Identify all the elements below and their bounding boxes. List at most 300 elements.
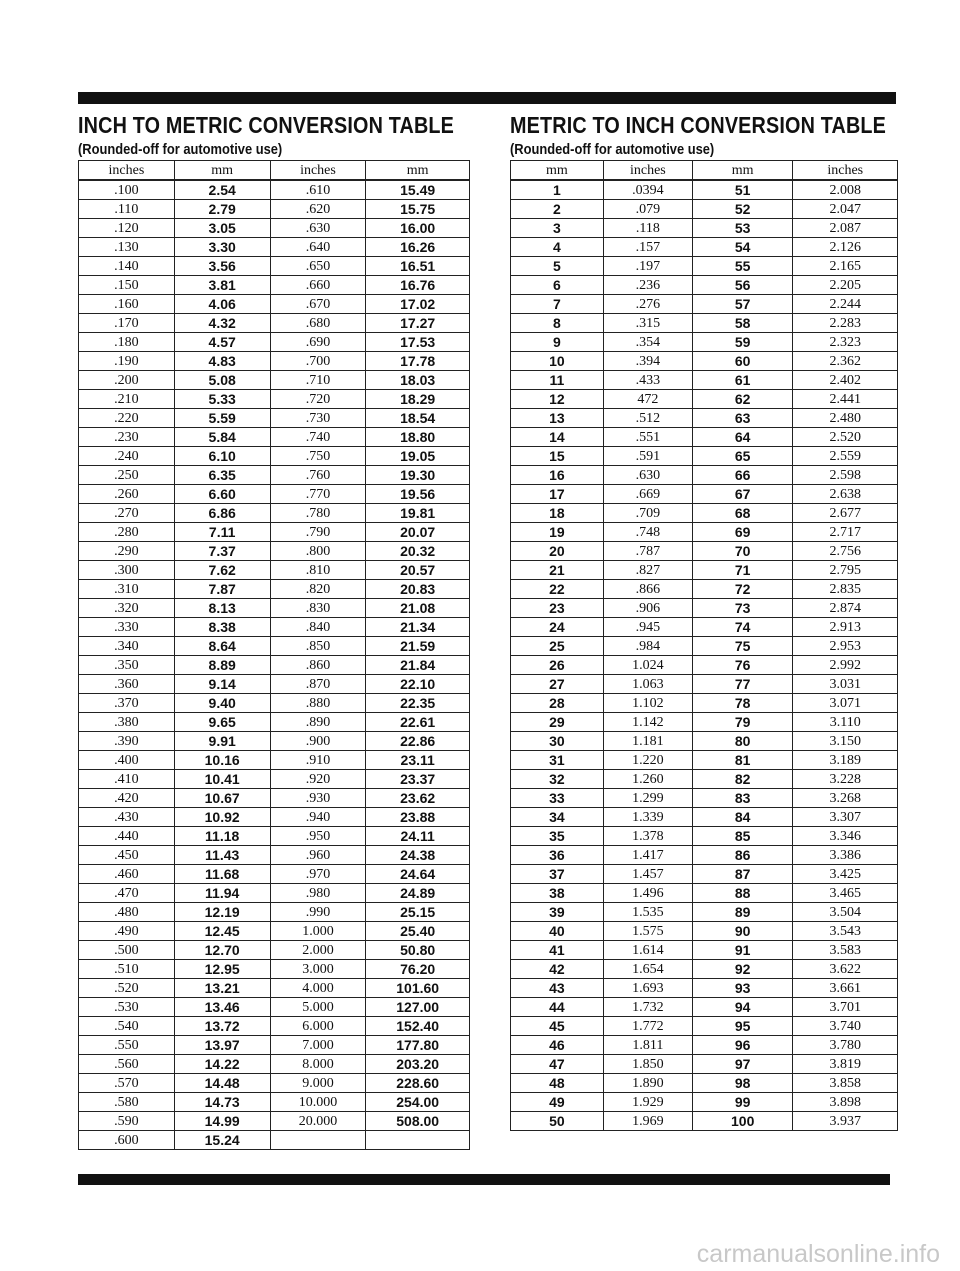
table-cell: .130 bbox=[79, 238, 175, 257]
table-row bbox=[511, 1074, 898, 1093]
table-cell: .276 bbox=[603, 295, 692, 314]
table-cell: 2.244 bbox=[793, 295, 898, 314]
table-cell: 73 bbox=[692, 599, 793, 618]
table-cell: 2.402 bbox=[793, 371, 898, 390]
table-cell: .880 bbox=[270, 694, 366, 713]
table-cell: 21.34 bbox=[366, 618, 470, 637]
table-cell: 6.10 bbox=[174, 447, 270, 466]
table-cell: 8.38 bbox=[174, 618, 270, 637]
table-cell: 18.03 bbox=[366, 371, 470, 390]
table-cell: 1.535 bbox=[603, 903, 692, 922]
table-cell: 59 bbox=[692, 333, 793, 352]
table-cell: .270 bbox=[79, 504, 175, 523]
table-cell: 44 bbox=[511, 998, 604, 1017]
table-cell: 5.08 bbox=[174, 371, 270, 390]
table-cell: 508.00 bbox=[366, 1112, 470, 1131]
table-cell: 3.780 bbox=[793, 1036, 898, 1055]
table-cell: 20 bbox=[511, 542, 604, 561]
table-cell: 3.622 bbox=[793, 960, 898, 979]
table-cell: 20.57 bbox=[366, 561, 470, 580]
table-cell: 12 bbox=[511, 390, 604, 409]
table-cell: 7.11 bbox=[174, 523, 270, 542]
table-cell: .740 bbox=[270, 428, 366, 447]
table-row bbox=[511, 561, 898, 580]
table-cell: 3.307 bbox=[793, 808, 898, 827]
table-row bbox=[79, 694, 470, 713]
table-row bbox=[79, 979, 470, 998]
table-cell: 12.19 bbox=[174, 903, 270, 922]
table-cell: .230 bbox=[79, 428, 175, 447]
table-cell: .433 bbox=[603, 371, 692, 390]
table-row bbox=[79, 523, 470, 542]
table-cell: .510 bbox=[79, 960, 175, 979]
table-cell: 24 bbox=[511, 618, 604, 637]
table-cell: 17.78 bbox=[366, 352, 470, 371]
table-cell: .900 bbox=[270, 732, 366, 751]
table-cell: 7 bbox=[511, 295, 604, 314]
table-row bbox=[79, 295, 470, 314]
table-cell: 85 bbox=[692, 827, 793, 846]
table-cell: 3.000 bbox=[270, 960, 366, 979]
table-cell: 67 bbox=[692, 485, 793, 504]
table-cell: .787 bbox=[603, 542, 692, 561]
table-row bbox=[511, 238, 898, 257]
table-cell: 254.00 bbox=[366, 1093, 470, 1112]
table-cell: 66 bbox=[692, 466, 793, 485]
table-cell: 3.504 bbox=[793, 903, 898, 922]
table-row bbox=[79, 808, 470, 827]
table-cell: 20.83 bbox=[366, 580, 470, 599]
table-cell: 77 bbox=[692, 675, 793, 694]
table-cell: 1.000 bbox=[270, 922, 366, 941]
table-row bbox=[79, 1131, 470, 1150]
table-cell: 33 bbox=[511, 789, 604, 808]
table-cell: .410 bbox=[79, 770, 175, 789]
table-cell: 4 bbox=[511, 238, 604, 257]
table-row bbox=[511, 295, 898, 314]
table-cell: 75 bbox=[692, 637, 793, 656]
table-cell: .420 bbox=[79, 789, 175, 808]
table-cell: .520 bbox=[79, 979, 175, 998]
table-cell: 1 bbox=[511, 180, 604, 200]
table-cell: .530 bbox=[79, 998, 175, 1017]
table-cell: .197 bbox=[603, 257, 692, 276]
table-cell: .200 bbox=[79, 371, 175, 390]
table-cell: 2.165 bbox=[793, 257, 898, 276]
table-cell: .850 bbox=[270, 637, 366, 656]
table-cell: 78 bbox=[692, 694, 793, 713]
table-cell: 3.228 bbox=[793, 770, 898, 789]
table-cell: 48 bbox=[511, 1074, 604, 1093]
table-cell: 2.362 bbox=[793, 352, 898, 371]
table-cell: 69 bbox=[692, 523, 793, 542]
table-cell: 10.16 bbox=[174, 751, 270, 770]
table-cell: 17.27 bbox=[366, 314, 470, 333]
table-cell: 17 bbox=[511, 485, 604, 504]
table-cell: 472 bbox=[603, 390, 692, 409]
table-cell: 152.40 bbox=[366, 1017, 470, 1036]
table-cell: 15.49 bbox=[366, 180, 470, 200]
table-row bbox=[511, 352, 898, 371]
table-row bbox=[79, 846, 470, 865]
table-cell: 2.598 bbox=[793, 466, 898, 485]
table-cell: 64 bbox=[692, 428, 793, 447]
table-cell: 2.835 bbox=[793, 580, 898, 599]
column-header: inches bbox=[79, 161, 175, 181]
table-row bbox=[79, 314, 470, 333]
table-cell: .945 bbox=[603, 618, 692, 637]
table-cell: 4.83 bbox=[174, 352, 270, 371]
table-cell: .236 bbox=[603, 276, 692, 295]
table-cell: 2.323 bbox=[793, 333, 898, 352]
table-cell: .210 bbox=[79, 390, 175, 409]
table-row bbox=[79, 257, 470, 276]
table-cell: 81 bbox=[692, 751, 793, 770]
table-cell: 3 bbox=[511, 219, 604, 238]
table-cell: 35 bbox=[511, 827, 604, 846]
table-row bbox=[511, 884, 898, 903]
table-cell: 51 bbox=[692, 180, 793, 200]
table-row bbox=[79, 1112, 470, 1131]
table-cell: 18.80 bbox=[366, 428, 470, 447]
table-cell: 9.40 bbox=[174, 694, 270, 713]
table-cell: .315 bbox=[603, 314, 692, 333]
table-cell: .190 bbox=[79, 352, 175, 371]
table-cell: 13.21 bbox=[174, 979, 270, 998]
table-cell: .591 bbox=[603, 447, 692, 466]
table-cell: .810 bbox=[270, 561, 366, 580]
table-cell: .079 bbox=[603, 200, 692, 219]
table-cell: .240 bbox=[79, 447, 175, 466]
table-cell: 20.000 bbox=[270, 1112, 366, 1131]
table-cell: 22 bbox=[511, 580, 604, 599]
table-row bbox=[511, 713, 898, 732]
table-cell: .490 bbox=[79, 922, 175, 941]
table-cell: 24.89 bbox=[366, 884, 470, 903]
table-row bbox=[511, 542, 898, 561]
table-cell: 83 bbox=[692, 789, 793, 808]
table-cell: .380 bbox=[79, 713, 175, 732]
table-cell: .906 bbox=[603, 599, 692, 618]
table-cell: 3.819 bbox=[793, 1055, 898, 1074]
table-cell: .950 bbox=[270, 827, 366, 846]
table-cell: 3.543 bbox=[793, 922, 898, 941]
table-cell: 14.73 bbox=[174, 1093, 270, 1112]
table-cell: .910 bbox=[270, 751, 366, 770]
table-cell: 5.84 bbox=[174, 428, 270, 447]
table-row bbox=[511, 580, 898, 599]
table-cell: 11 bbox=[511, 371, 604, 390]
table-cell: 87 bbox=[692, 865, 793, 884]
table-cell: 1.220 bbox=[603, 751, 692, 770]
table-cell: .512 bbox=[603, 409, 692, 428]
table-cell: 3.071 bbox=[793, 694, 898, 713]
table-cell: 8 bbox=[511, 314, 604, 333]
table-row bbox=[79, 922, 470, 941]
table-cell: 2.874 bbox=[793, 599, 898, 618]
table-cell: 5 bbox=[511, 257, 604, 276]
table-cell bbox=[366, 1131, 470, 1150]
table-cell: 2.047 bbox=[793, 200, 898, 219]
table-cell: 1.417 bbox=[603, 846, 692, 865]
table-row bbox=[511, 1055, 898, 1074]
table-cell: 1.969 bbox=[603, 1112, 692, 1131]
table-cell: 17.53 bbox=[366, 333, 470, 352]
table-cell: .550 bbox=[79, 1036, 175, 1055]
table-cell: 7.000 bbox=[270, 1036, 366, 1055]
table-cell: .590 bbox=[79, 1112, 175, 1131]
table-row bbox=[79, 827, 470, 846]
table-row bbox=[79, 1017, 470, 1036]
table-row bbox=[511, 618, 898, 637]
table-row bbox=[79, 713, 470, 732]
table-cell: 127.00 bbox=[366, 998, 470, 1017]
table-cell: 2.000 bbox=[270, 941, 366, 960]
table-cell: .560 bbox=[79, 1055, 175, 1074]
table-row bbox=[79, 618, 470, 637]
column-header: inches bbox=[270, 161, 366, 181]
table-cell: 1.693 bbox=[603, 979, 692, 998]
table-cell: 76 bbox=[692, 656, 793, 675]
table-cell: 2.087 bbox=[793, 219, 898, 238]
table-cell: 1.772 bbox=[603, 1017, 692, 1036]
table-cell: 21.59 bbox=[366, 637, 470, 656]
table-cell: .600 bbox=[79, 1131, 175, 1150]
table-row bbox=[79, 238, 470, 257]
table-row bbox=[511, 903, 898, 922]
table-cell: .940 bbox=[270, 808, 366, 827]
table-cell: .920 bbox=[270, 770, 366, 789]
table-cell bbox=[270, 1131, 366, 1150]
table-row bbox=[79, 409, 470, 428]
table-cell: .580 bbox=[79, 1093, 175, 1112]
table-cell: .157 bbox=[603, 238, 692, 257]
table-cell: .480 bbox=[79, 903, 175, 922]
table-cell: 3.05 bbox=[174, 219, 270, 238]
table-cell: 3.898 bbox=[793, 1093, 898, 1112]
table-cell: 1.811 bbox=[603, 1036, 692, 1055]
table-cell: 50.80 bbox=[366, 941, 470, 960]
table-cell: 24.11 bbox=[366, 827, 470, 846]
table-cell: 6.86 bbox=[174, 504, 270, 523]
table-cell: 10 bbox=[511, 352, 604, 371]
table-cell: 6.35 bbox=[174, 466, 270, 485]
table-cell: 14.99 bbox=[174, 1112, 270, 1131]
table-cell: 7.62 bbox=[174, 561, 270, 580]
table-row bbox=[79, 390, 470, 409]
table-cell: 3.81 bbox=[174, 276, 270, 295]
table-cell: 57 bbox=[692, 295, 793, 314]
table-cell: 88 bbox=[692, 884, 793, 903]
table-cell: 101.60 bbox=[366, 979, 470, 998]
metric-to-inch-subtitle: (Rounded-off for automotive use) bbox=[510, 141, 715, 158]
table-row bbox=[511, 979, 898, 998]
table-cell: .120 bbox=[79, 219, 175, 238]
table-cell: 11.43 bbox=[174, 846, 270, 865]
table-row bbox=[511, 523, 898, 542]
table-cell: 2.480 bbox=[793, 409, 898, 428]
table-cell: 2 bbox=[511, 200, 604, 219]
inch-to-metric-subtitle: (Rounded-off for automotive use) bbox=[78, 141, 283, 158]
table-cell: .748 bbox=[603, 523, 692, 542]
table-cell: 29 bbox=[511, 713, 604, 732]
table-cell: 93 bbox=[692, 979, 793, 998]
table-cell: 90 bbox=[692, 922, 793, 941]
table-cell: 6.60 bbox=[174, 485, 270, 504]
table-cell: .570 bbox=[79, 1074, 175, 1093]
table-row bbox=[511, 998, 898, 1017]
table-cell: 5.000 bbox=[270, 998, 366, 1017]
table-cell: 13 bbox=[511, 409, 604, 428]
column-header: mm bbox=[366, 161, 470, 181]
table-cell: 9 bbox=[511, 333, 604, 352]
table-row bbox=[511, 960, 898, 979]
table-cell: .970 bbox=[270, 865, 366, 884]
table-cell: .640 bbox=[270, 238, 366, 257]
table-cell: 6 bbox=[511, 276, 604, 295]
table-row bbox=[511, 1017, 898, 1036]
table-cell: 5.59 bbox=[174, 409, 270, 428]
table-cell: 19.81 bbox=[366, 504, 470, 523]
table-cell: 3.465 bbox=[793, 884, 898, 903]
table-cell: .730 bbox=[270, 409, 366, 428]
table-row bbox=[511, 276, 898, 295]
table-cell: 79 bbox=[692, 713, 793, 732]
column-header: mm bbox=[511, 161, 604, 181]
inch-to-metric-body bbox=[79, 180, 470, 1150]
table-row bbox=[511, 922, 898, 941]
table-cell: .110 bbox=[79, 200, 175, 219]
table-row bbox=[511, 428, 898, 447]
table-cell: 27 bbox=[511, 675, 604, 694]
table-cell: .990 bbox=[270, 903, 366, 922]
table-cell: 80 bbox=[692, 732, 793, 751]
table-row bbox=[511, 390, 898, 409]
table-row bbox=[511, 180, 898, 200]
table-cell: 1.614 bbox=[603, 941, 692, 960]
table-cell: .290 bbox=[79, 542, 175, 561]
table-cell: 13.72 bbox=[174, 1017, 270, 1036]
table-cell: 12.70 bbox=[174, 941, 270, 960]
table-cell: 3.268 bbox=[793, 789, 898, 808]
table-row bbox=[511, 314, 898, 333]
table-cell: 2.717 bbox=[793, 523, 898, 542]
table-cell: 53 bbox=[692, 219, 793, 238]
table-cell: .440 bbox=[79, 827, 175, 846]
table-row bbox=[511, 371, 898, 390]
table-row bbox=[79, 352, 470, 371]
table-cell: .620 bbox=[270, 200, 366, 219]
table-cell: 10.92 bbox=[174, 808, 270, 827]
table-cell: 3.031 bbox=[793, 675, 898, 694]
table-cell: .180 bbox=[79, 333, 175, 352]
table-cell: .551 bbox=[603, 428, 692, 447]
table-cell: 14.48 bbox=[174, 1074, 270, 1093]
table-cell: .340 bbox=[79, 637, 175, 656]
bottom-rule bbox=[78, 1174, 890, 1185]
table-cell: .830 bbox=[270, 599, 366, 618]
inch-to-metric-panel bbox=[78, 112, 470, 1150]
table-cell: 21.08 bbox=[366, 599, 470, 618]
table-cell: 3.110 bbox=[793, 713, 898, 732]
table-row bbox=[511, 485, 898, 504]
table-cell: 82 bbox=[692, 770, 793, 789]
table-cell: .840 bbox=[270, 618, 366, 637]
table-cell: 24.64 bbox=[366, 865, 470, 884]
table-row bbox=[79, 466, 470, 485]
table-cell: 16.00 bbox=[366, 219, 470, 238]
table-row bbox=[511, 219, 898, 238]
table-cell: 28 bbox=[511, 694, 604, 713]
table-cell: .260 bbox=[79, 485, 175, 504]
table-cell: 3.661 bbox=[793, 979, 898, 998]
table-cell: 13.97 bbox=[174, 1036, 270, 1055]
table-cell: 23.88 bbox=[366, 808, 470, 827]
table-cell: .630 bbox=[270, 219, 366, 238]
table-row bbox=[79, 504, 470, 523]
table-row bbox=[79, 599, 470, 618]
table-row bbox=[511, 827, 898, 846]
table-row bbox=[511, 789, 898, 808]
table-row bbox=[511, 770, 898, 789]
table-cell: 4.57 bbox=[174, 333, 270, 352]
table-cell: 8.000 bbox=[270, 1055, 366, 1074]
table-row bbox=[511, 941, 898, 960]
table-cell: 4.06 bbox=[174, 295, 270, 314]
table-row bbox=[511, 865, 898, 884]
table-cell: .350 bbox=[79, 656, 175, 675]
table-cell: 23.62 bbox=[366, 789, 470, 808]
table-row bbox=[511, 504, 898, 523]
watermark-url: carmanualsonline.info bbox=[696, 1240, 940, 1268]
table-cell: .670 bbox=[270, 295, 366, 314]
table-cell: .400 bbox=[79, 751, 175, 770]
table-row bbox=[79, 998, 470, 1017]
table-cell: .280 bbox=[79, 523, 175, 542]
table-cell: 42 bbox=[511, 960, 604, 979]
table-cell: 23.11 bbox=[366, 751, 470, 770]
table-cell: .870 bbox=[270, 675, 366, 694]
table-cell: 4.32 bbox=[174, 314, 270, 333]
table-cell: .860 bbox=[270, 656, 366, 675]
table-row bbox=[79, 180, 470, 200]
table-row bbox=[79, 865, 470, 884]
table-cell: 3.937 bbox=[793, 1112, 898, 1131]
table-cell: .394 bbox=[603, 352, 692, 371]
table-cell: 2.638 bbox=[793, 485, 898, 504]
table-cell: .630 bbox=[603, 466, 692, 485]
table-row bbox=[79, 1036, 470, 1055]
table-cell: 25 bbox=[511, 637, 604, 656]
table-row bbox=[511, 751, 898, 770]
table-cell: .460 bbox=[79, 865, 175, 884]
table-cell: .390 bbox=[79, 732, 175, 751]
table-cell: .700 bbox=[270, 352, 366, 371]
table-cell: 2.795 bbox=[793, 561, 898, 580]
inch-to-metric-table bbox=[78, 160, 470, 1150]
table-cell: 23.37 bbox=[366, 770, 470, 789]
table-cell: .430 bbox=[79, 808, 175, 827]
table-cell: 22.10 bbox=[366, 675, 470, 694]
table-row bbox=[511, 257, 898, 276]
table-cell: 20.32 bbox=[366, 542, 470, 561]
table-row bbox=[79, 447, 470, 466]
table-cell: .150 bbox=[79, 276, 175, 295]
table-cell: .320 bbox=[79, 599, 175, 618]
table-cell: 46 bbox=[511, 1036, 604, 1055]
table-cell: 24.38 bbox=[366, 846, 470, 865]
table-row bbox=[79, 219, 470, 238]
